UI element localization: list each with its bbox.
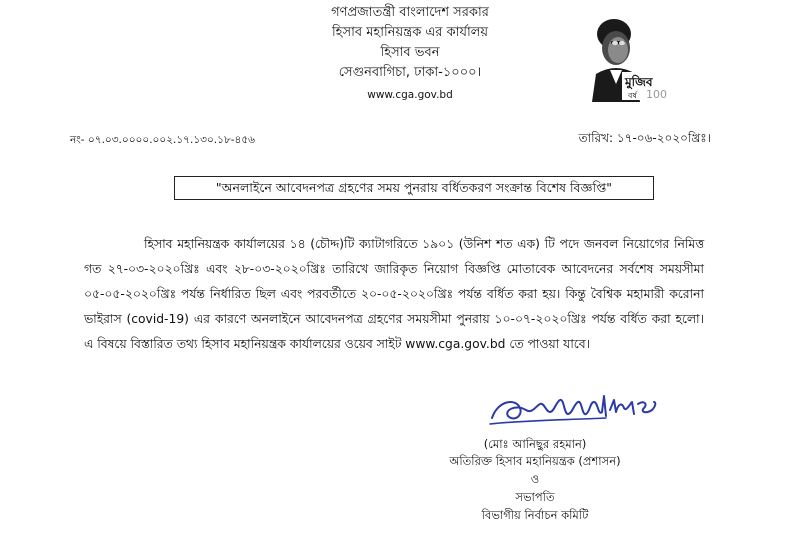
signatory-role: সভাপতি — [515, 490, 555, 504]
logo-text-mujib: মুজিব — [625, 75, 653, 89]
logo-text-borsho: বর্ষ — [628, 91, 637, 100]
signatory-conjunction: ও — [530, 472, 540, 486]
header-office: হিসাব মহানিয়ন্ত্রক এর কার্যালয় — [331, 25, 489, 40]
notice-body-paragraph: হিসাব মহানিয়ন্ত্রক কার্যালয়ের ১৪ (চৌদ্দ)টি ক্যাটাগরিতে ১৯০১ (উনিশ শত এক) টি পদে জনবল নিয়োগের নিমিত্ত গত ২৭-০৩-২০২০খ্রিঃ এবং ২৮-০৩-২০২০খ্রিঃ তারিখে জারিকৃত নিয়োগ বিজ্ঞপ্তি মোতাবেক আবেদনের সর্বশেষ সময়সীমা ০৫-০৫-২০২০খ্রিঃ পর্যন্ত নির্ধারিত ছিল এবং পরবর্তীতে ২০-০৫-২০২০খ্রিঃ পর্যন্ত বর্ধিত করা হয়। কিন্তু বৈশ্বিক মহামারী করোনা ভাইরাস (covid-19) এর কারণে অনলাইনে আবেদনপত্র গ্রহণের সময়সীমা পুনরায় ১০-০৭-২০২০খ্রিঃ পর্যন্ত বর্ধিত করা হলো। এ বিষয়ে বিস্তারিত তথ্য হিসাব মহানিয়ন্ত্রক কার্যালয়ের ওয়েব সাইট www.cga.gov.bd তে পাওয়া যাবে। — [84, 237, 704, 351]
header-government: গণপ্রজাতন্ত্রী বাংলাদেশ সরকার — [331, 5, 489, 20]
handwritten-signature — [486, 390, 662, 434]
document-date: তারিখ: ১৭-০৬-২০২০খ্রিঃ। — [578, 131, 711, 145]
mujib-borsho-logo — [578, 12, 668, 102]
signatory-name: (মোঃ আনিছুর রহমান) — [483, 437, 587, 451]
notice-subject: "অনলাইনে আবেদনপত্র গ্রহণের সময় পুনরায় বর্ধিতকরণ সংক্রান্ত বিশেষ বিজ্ঞপ্তি" — [174, 176, 654, 200]
header-address: সেগুনবাগিচা, ঢাকা-১০০০। — [338, 65, 482, 80]
signatory-designation: অতিরিক্ত হিসাব মহানিয়ন্ত্রক (প্রশাসন) — [449, 454, 621, 468]
header-website-link[interactable]: www.cga.gov.bd — [367, 89, 453, 101]
logo-text-100: 100 — [646, 88, 667, 101]
notice-body — [84, 232, 704, 357]
memo-number: নং- ০৭.০৩.০০০০.০০২.১৭.১৩০.১৮-৪৫৬ — [70, 134, 256, 146]
signatory-committee: বিভাগীয় নির্বাচন কমিটি — [481, 508, 589, 522]
header-building: হিসাব ভবন — [380, 45, 440, 60]
